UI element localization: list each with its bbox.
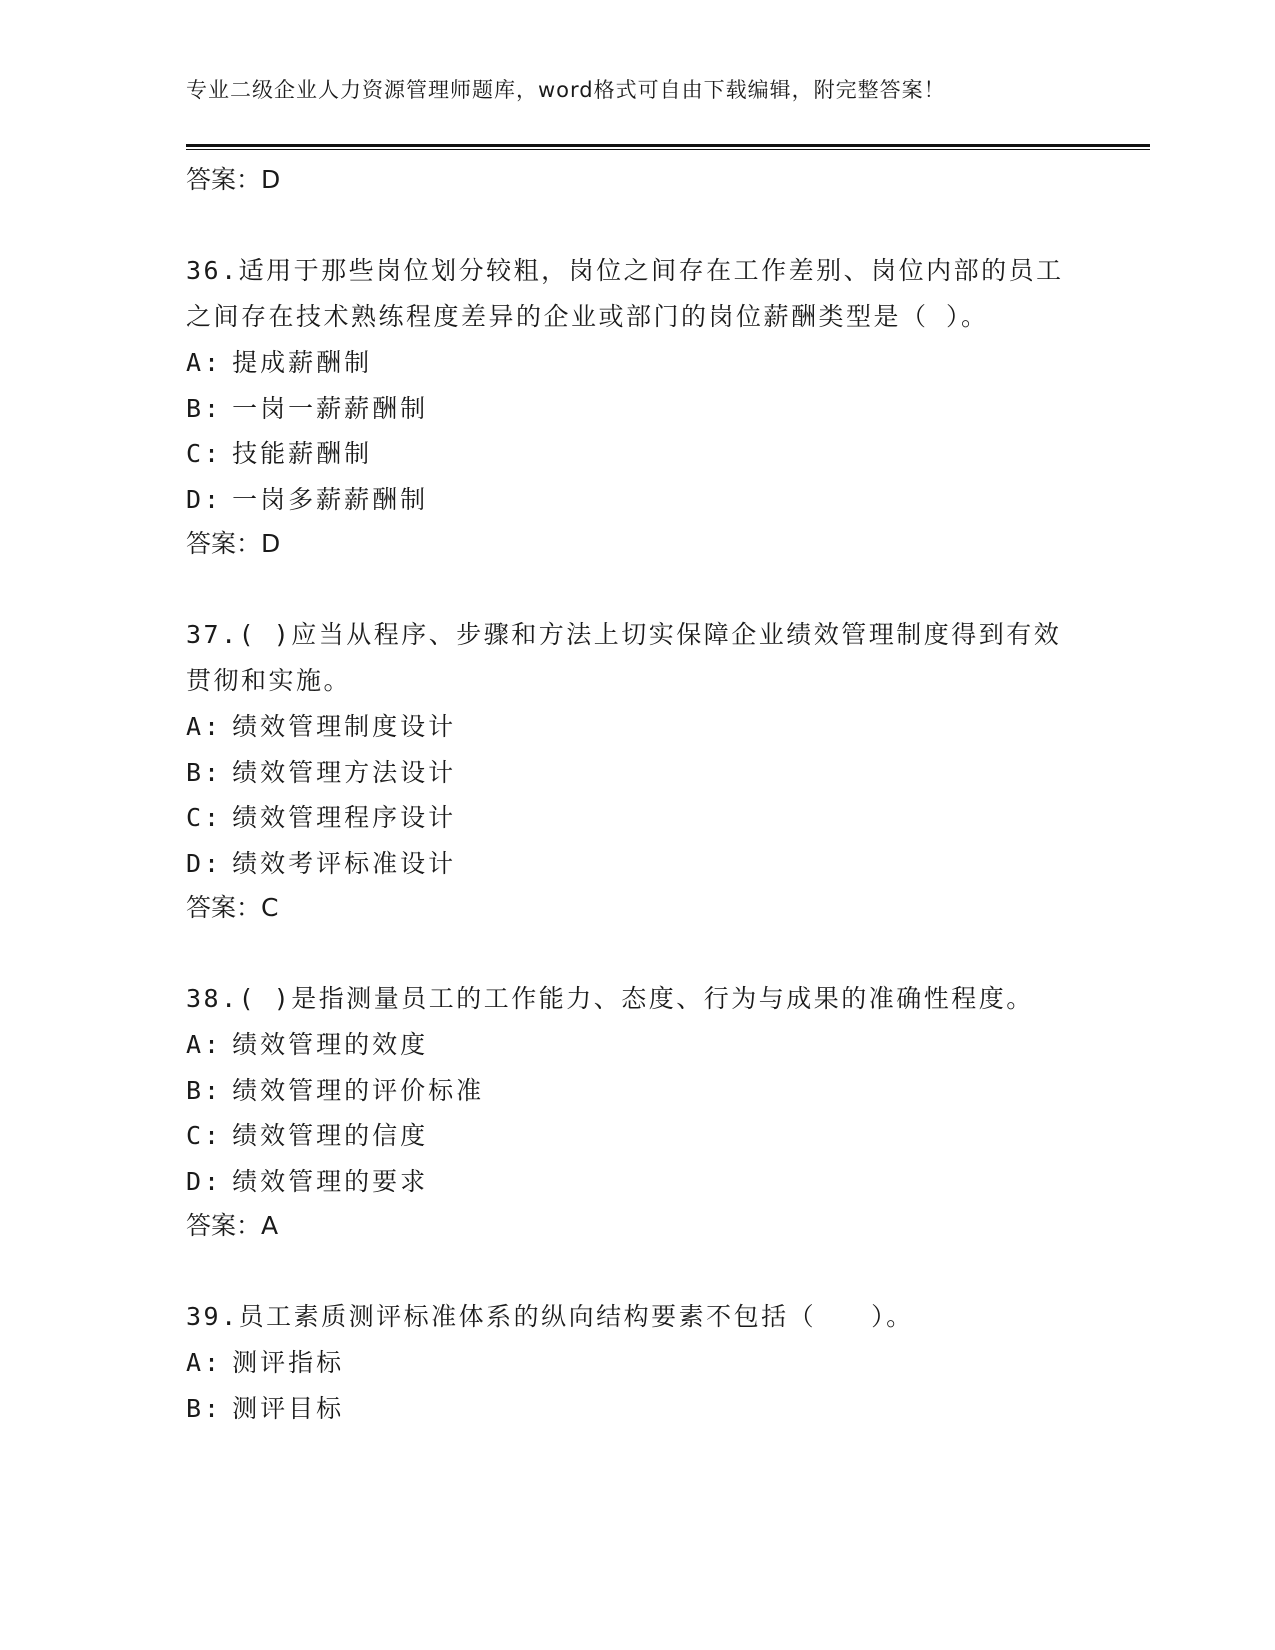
option-key: A: — [186, 1348, 223, 1377]
option-d — [186, 477, 1086, 523]
option-text: 技能薪酬制 — [232, 439, 373, 468]
option-text: 绩效管理的信度 — [232, 1121, 429, 1150]
option-key: A: — [186, 712, 223, 741]
answer-line: 答案：D — [186, 165, 281, 194]
option-key: C: — [186, 803, 223, 832]
option-text: 测评指标 — [232, 1348, 345, 1377]
question-38 — [186, 976, 1086, 1248]
option-b — [186, 1386, 1086, 1432]
option-key: C: — [186, 1121, 223, 1150]
option-d — [186, 841, 1086, 887]
option-a — [186, 1022, 1086, 1068]
option-b — [186, 1068, 1086, 1114]
answer-line: 答案：D — [186, 529, 281, 558]
option-a — [186, 1340, 1086, 1386]
option-text: 绩效管理的要求 — [232, 1166, 429, 1196]
option-key: D: — [186, 484, 223, 514]
document-body — [186, 158, 1086, 1477]
option-c — [186, 1113, 1086, 1159]
question-39 — [186, 1294, 1086, 1431]
option-a — [186, 704, 1086, 750]
question-stem: 37.( )应当从程序、步骤和方法上切实保障企业绩效管理制度得到有效贯彻和实施。 — [186, 620, 1062, 695]
option-text: 一岗多薪薪酬制 — [232, 484, 429, 514]
option-key: A: — [186, 348, 223, 377]
option-key: A: — [186, 1030, 223, 1059]
option-d — [186, 1159, 1086, 1205]
question-37 — [186, 612, 1086, 930]
option-text: 一岗一薪薪酬制 — [232, 393, 429, 423]
option-text: 绩效管理的效度 — [232, 1030, 429, 1059]
option-c — [186, 431, 1086, 477]
question-stem: 39.员工素质测评标准体系的纵向结构要素不包括（ ）。 — [186, 1302, 914, 1331]
option-text: 绩效管理程序设计 — [232, 803, 457, 832]
option-key: D: — [186, 1166, 223, 1196]
option-key: B: — [186, 1075, 223, 1105]
header-rule-thick — [186, 144, 1150, 147]
option-b — [186, 386, 1086, 432]
option-b — [186, 750, 1086, 796]
option-c — [186, 795, 1086, 841]
option-key: B: — [186, 757, 223, 787]
option-key: C: — [186, 439, 223, 468]
option-a — [186, 340, 1086, 386]
option-text: 绩效管理制度设计 — [232, 712, 457, 741]
answer-line: 答案：A — [186, 1211, 279, 1240]
option-key: B: — [186, 1393, 223, 1423]
question-stem: 36.适用于那些岗位划分较粗，岗位之间存在工作差别、岗位内部的员工之间存在技术熟练程度差异的企业或部门的岗位薪酬类型是（ ）。 — [186, 256, 1064, 331]
answer-line: 答案：C — [186, 893, 279, 922]
option-key: B: — [186, 393, 223, 423]
option-text: 绩效管理方法设计 — [232, 757, 457, 787]
header-rule-thin — [186, 149, 1150, 150]
option-text: 绩效管理的评价标准 — [232, 1075, 485, 1105]
question-stem: 38.( )是指测量员工的工作能力、态度、行为与成果的准确性程度。 — [186, 984, 1034, 1013]
option-key: D: — [186, 848, 223, 878]
page-header: 专业二级企业人力资源管理师题库，word格式可自由下载编辑，附完整答案！ — [186, 78, 946, 102]
option-text: 测评目标 — [232, 1393, 345, 1423]
option-text: 提成薪酬制 — [232, 348, 373, 377]
option-text: 绩效考评标准设计 — [232, 848, 457, 878]
question-36 — [186, 248, 1086, 566]
